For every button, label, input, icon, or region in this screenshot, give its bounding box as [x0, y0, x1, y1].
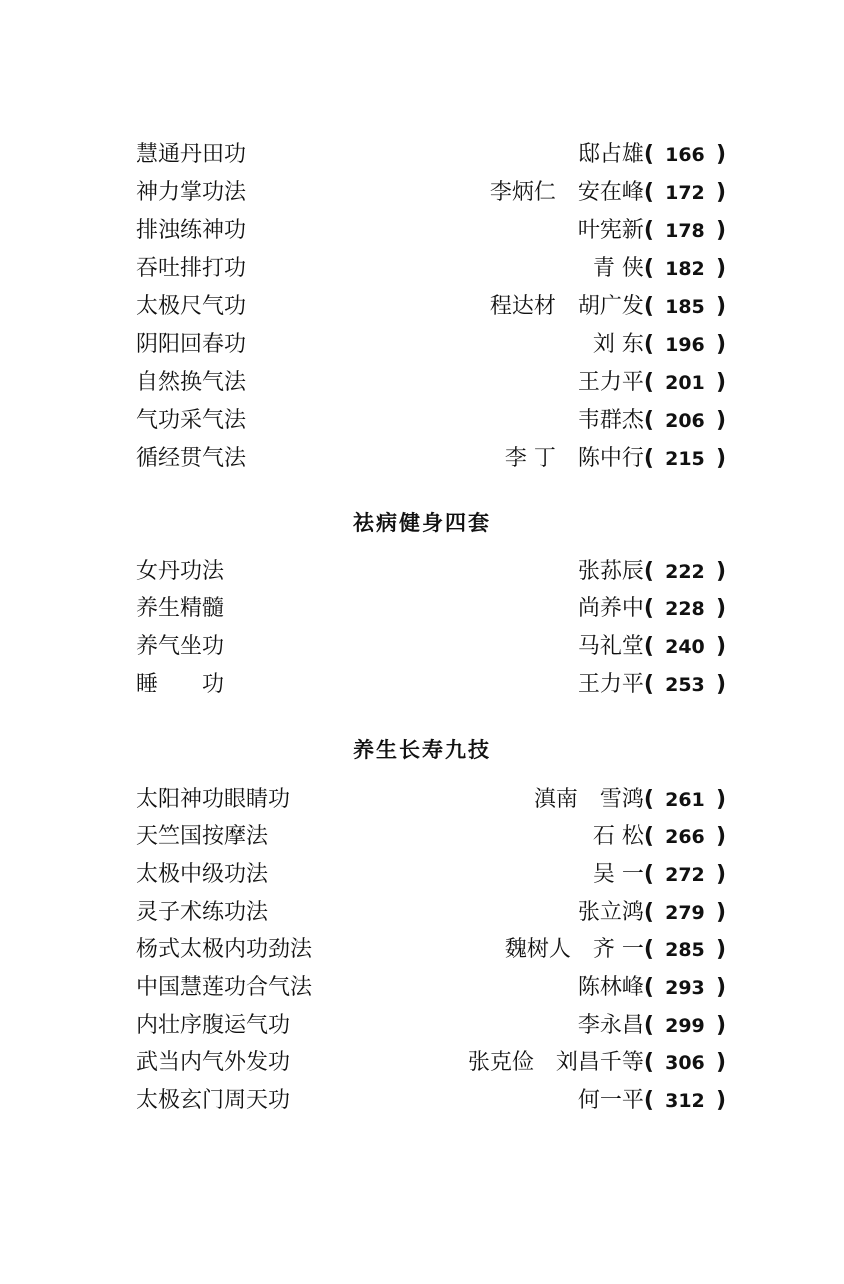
close-paren: ) — [715, 180, 726, 205]
entry-author: 魏树人 — [504, 937, 571, 962]
close-paren: ) — [715, 256, 726, 281]
entry-title: 神力掌功法 — [136, 180, 247, 205]
close-paren: ) — [715, 332, 726, 357]
entry-author: 张立鸿 — [577, 900, 644, 925]
close-paren: ) — [715, 408, 726, 433]
toc-entry[interactable] — [136, 1086, 726, 1116]
close-paren: ) — [715, 937, 726, 962]
dot-leader — [270, 898, 576, 928]
toc-entry[interactable] — [136, 1048, 726, 1078]
open-paren: ( — [643, 672, 654, 697]
dot-leader — [314, 973, 576, 1003]
toc-entry[interactable] — [136, 785, 726, 815]
close-paren: ) — [715, 559, 726, 584]
entry-author: 叶宪新 — [577, 218, 644, 243]
entry-page-number: 166 — [665, 144, 705, 166]
entry-author: 吴 一 — [592, 862, 644, 887]
toc-entry[interactable] — [136, 292, 726, 322]
close-paren: ) — [715, 824, 726, 849]
close-paren: ) — [715, 142, 726, 167]
open-paren: ( — [643, 1088, 654, 1113]
dot-leader — [248, 444, 503, 474]
entry-author: 尚养中 — [577, 596, 644, 621]
entry-title: 睡 功 — [136, 672, 225, 697]
entry-page-number: 185 — [665, 296, 705, 318]
entry-page-number: 178 — [665, 220, 705, 242]
close-paren: ) — [715, 900, 726, 925]
dot-leader — [248, 216, 576, 246]
toc-entry[interactable] — [136, 860, 726, 890]
open-paren: ( — [643, 446, 654, 471]
entry-page-number: 228 — [665, 598, 705, 620]
entry-author: 张荪辰 — [577, 559, 644, 584]
open-paren: ( — [643, 634, 654, 659]
entry-title: 养气坐功 — [136, 634, 225, 659]
dot-leader — [226, 632, 576, 662]
entry-page-number: 172 — [665, 182, 705, 204]
close-paren: ) — [715, 975, 726, 1000]
open-paren: ( — [643, 1013, 654, 1038]
entry-author: 程达材 — [489, 294, 556, 319]
entry-page-number: 285 — [665, 939, 705, 961]
close-paren: ) — [715, 634, 726, 659]
dot-leader — [292, 1011, 576, 1041]
entry-page-number: 261 — [665, 789, 705, 811]
entry-page-number: 312 — [665, 1090, 705, 1112]
close-paren: ) — [715, 672, 726, 697]
entry-author: 齐 一 — [592, 937, 644, 962]
toc-entry[interactable] — [136, 444, 726, 474]
entry-author: 陈林峰 — [577, 975, 644, 1000]
toc-entry[interactable] — [136, 594, 726, 624]
dot-leader — [226, 557, 576, 587]
toc-entry[interactable] — [136, 973, 726, 1003]
close-paren: ) — [715, 218, 726, 243]
entry-author: 胡广发 — [577, 294, 644, 319]
close-paren: ) — [715, 862, 726, 887]
entry-title: 天竺国按摩法 — [136, 824, 269, 849]
entry-title: 阴阳回春功 — [136, 332, 247, 357]
close-paren: ) — [715, 294, 726, 319]
entry-page-number: 222 — [665, 561, 705, 583]
entry-author: 安在峰 — [577, 180, 644, 205]
entry-page-number: 240 — [665, 636, 705, 658]
entry-page-number: 266 — [665, 826, 705, 848]
close-paren: ) — [715, 1050, 726, 1075]
entry-page-number: 306 — [665, 1052, 705, 1074]
toc-entry[interactable] — [136, 216, 726, 246]
open-paren: ( — [643, 180, 654, 205]
entry-author: 刘 东 — [592, 332, 644, 357]
entry-author: 李 丁 — [504, 446, 556, 471]
open-paren: ( — [643, 332, 654, 357]
open-paren: ( — [643, 408, 654, 433]
section-heading: 祛病健身四套 — [353, 510, 491, 535]
toc-entry[interactable] — [136, 140, 726, 170]
entry-title: 慧通丹田功 — [136, 142, 247, 167]
entry-page-number: 201 — [665, 372, 705, 394]
entry-author: 青 侠 — [592, 256, 644, 281]
entry-author: 邸占雄 — [577, 142, 644, 167]
open-paren: ( — [643, 370, 654, 395]
toc-entry[interactable] — [136, 557, 726, 587]
dot-leader — [270, 860, 591, 890]
section-heading: 养生长寿九技 — [353, 737, 491, 762]
entry-author: 滇南 — [533, 787, 578, 812]
entry-author: 陈中行 — [577, 446, 644, 471]
open-paren: ( — [643, 256, 654, 281]
entry-page-number: 272 — [665, 864, 705, 886]
entry-title: 养生精髓 — [136, 596, 225, 621]
open-paren: ( — [643, 218, 654, 243]
open-paren: ( — [643, 559, 654, 584]
entry-title: 太极尺气功 — [136, 294, 247, 319]
entry-page-number: 279 — [665, 902, 705, 924]
entry-author: 张克俭 — [467, 1050, 534, 1075]
close-paren: ) — [715, 446, 726, 471]
entry-title: 气功采气法 — [136, 408, 247, 433]
open-paren: ( — [643, 824, 654, 849]
close-paren: ) — [715, 787, 726, 812]
dot-leader — [248, 292, 488, 322]
open-paren: ( — [643, 596, 654, 621]
open-paren: ( — [643, 142, 654, 167]
toc-entry[interactable] — [136, 330, 726, 360]
entry-page-number: 206 — [665, 410, 705, 432]
close-paren: ) — [715, 596, 726, 621]
entry-title: 太极中级功法 — [136, 862, 269, 887]
entry-page-number: 299 — [665, 1015, 705, 1037]
dot-leader — [226, 594, 576, 624]
entry-title: 太阳神功眼睛功 — [136, 787, 291, 812]
entry-title: 内壮序腹运气功 — [136, 1013, 291, 1038]
toc-entry[interactable] — [136, 406, 726, 436]
dot-leader — [292, 785, 532, 815]
dot-leader — [292, 1048, 466, 1078]
toc-entry[interactable] — [136, 254, 726, 284]
dot-leader — [248, 368, 576, 398]
dot-leader — [248, 254, 591, 284]
close-paren: ) — [715, 1088, 726, 1113]
dot-leader — [248, 140, 576, 170]
entry-author: 何一平 — [577, 1088, 644, 1113]
entry-page-number: 215 — [665, 448, 705, 470]
toc-entry[interactable] — [136, 1011, 726, 1041]
entry-author: 雪鸿 — [599, 787, 644, 812]
dot-leader — [248, 178, 488, 208]
entry-author: 王力平 — [577, 370, 644, 395]
open-paren: ( — [643, 294, 654, 319]
entry-title: 武当内气外发功 — [136, 1050, 291, 1075]
toc-entry[interactable] — [136, 898, 726, 928]
toc-entry[interactable] — [136, 935, 726, 965]
toc-entry[interactable] — [136, 368, 726, 398]
dot-leader — [248, 406, 576, 436]
open-paren: ( — [643, 900, 654, 925]
toc-entry[interactable] — [136, 178, 726, 208]
entry-title: 灵子术练功法 — [136, 900, 269, 925]
entry-title: 循经贯气法 — [136, 446, 247, 471]
entry-title: 吞吐排打功 — [136, 256, 247, 281]
open-paren: ( — [643, 975, 654, 1000]
entry-author: 刘昌千等 — [555, 1050, 644, 1075]
entry-page-number: 182 — [665, 258, 705, 280]
open-paren: ( — [643, 1050, 654, 1075]
open-paren: ( — [643, 787, 654, 812]
entry-title: 排浊练神功 — [136, 218, 247, 243]
entry-author: 马礼堂 — [577, 634, 644, 659]
entry-title: 自然换气法 — [136, 370, 247, 395]
open-paren: ( — [643, 862, 654, 887]
entry-author: 李永昌 — [577, 1013, 644, 1038]
close-paren: ) — [715, 1013, 726, 1038]
toc-entry[interactable] — [136, 822, 726, 852]
entry-page-number: 196 — [665, 334, 705, 356]
dot-leader — [270, 822, 591, 852]
dot-leader — [226, 670, 576, 700]
entry-title: 女丹功法 — [136, 559, 225, 584]
entry-title: 杨式太极内功劲法 — [136, 937, 313, 962]
entry-title: 中国慧莲功合气法 — [136, 975, 313, 1000]
entry-page-number: 253 — [665, 674, 705, 696]
entry-title: 太极玄门周天功 — [136, 1088, 291, 1113]
entry-author: 石 松 — [592, 824, 644, 849]
toc-entry[interactable] — [136, 670, 726, 700]
toc-entry[interactable] — [136, 632, 726, 662]
dot-leader — [314, 935, 503, 965]
entry-page-number: 293 — [665, 977, 705, 999]
entry-author: 李炳仁 — [489, 180, 556, 205]
entry-author: 韦群杰 — [577, 408, 644, 433]
close-paren: ) — [715, 370, 726, 395]
dot-leader — [248, 330, 591, 360]
entry-author: 王力平 — [577, 672, 644, 697]
dot-leader — [292, 1086, 576, 1116]
open-paren: ( — [643, 937, 654, 962]
